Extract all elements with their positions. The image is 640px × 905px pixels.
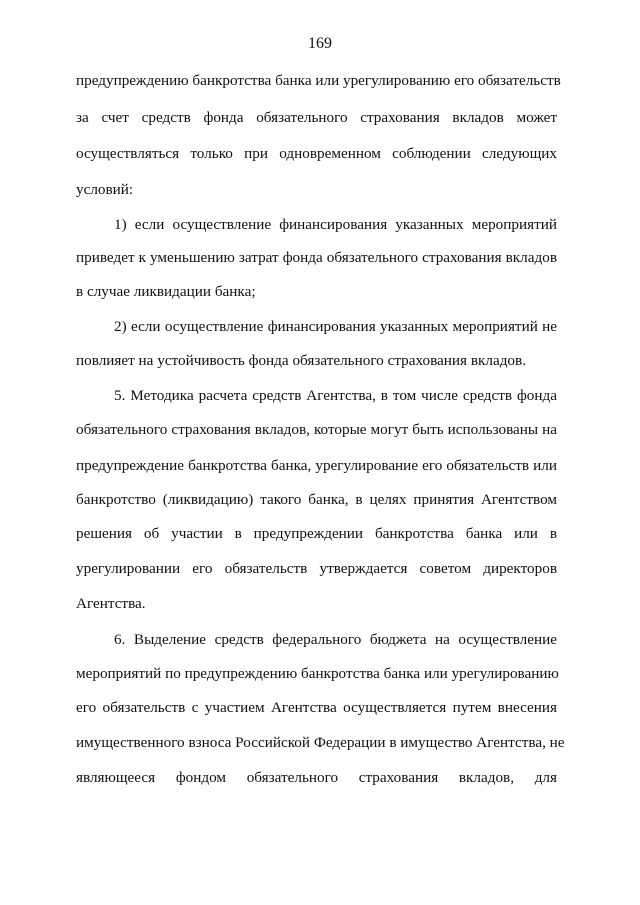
text-line: за счет средств фонда обязательного страхования вкладов может xyxy=(76,109,557,126)
text-line: условий: xyxy=(76,181,134,198)
text-line: обязательного страхования вкладов, которые могут быть использованы на xyxy=(76,421,557,438)
text-line: повлияет на устойчивость фонда обязательного страхования вкладов. xyxy=(76,352,526,369)
text-line: осуществляться только при одновременном соблюдении следующих xyxy=(76,145,557,162)
text-line: 6. Выделение средств федерального бюджета на осуществление xyxy=(114,631,557,648)
text-line: мероприятий по предупреждению банкротства банка или урегулированию xyxy=(76,665,559,682)
text-line: урегулировании его обязательств утверждается советом директоров xyxy=(76,560,557,577)
text-line: имущественного взноса Российской Федерации в имущество Агентства, не xyxy=(76,734,565,751)
text-line: приведет к уменьшению затрат фонда обязательного страхования вкладов xyxy=(76,249,557,266)
text-line: 5. Методика расчета средств Агентства, в том числе средств фонда xyxy=(114,387,557,404)
text-line: в случае ликвидации банка; xyxy=(76,283,256,300)
text-line: предупреждение банкротства банка, урегулирование его обязательств или xyxy=(76,457,557,474)
text-line: являющееся фондом обязательного страхования вкладов, для xyxy=(76,769,557,786)
text-line: 1) если осуществление финансирования указанных мероприятий xyxy=(114,216,557,233)
text-line: 2) если осуществление финансирования указанных мероприятий не xyxy=(114,318,557,335)
text-line: Агентства. xyxy=(76,595,146,612)
text-line: решения об участии в предупреждении банкротства банка или в xyxy=(76,525,557,542)
text-line: его обязательств с участием Агентства осуществляется путем внесения xyxy=(76,699,557,716)
page-number: 169 xyxy=(308,35,332,52)
text-line: банкротство (ликвидацию) такого банка, в целях принятия Агентством xyxy=(76,491,557,508)
text-line: предупреждению банкротства банка или урегулированию его обязательств xyxy=(76,72,561,89)
